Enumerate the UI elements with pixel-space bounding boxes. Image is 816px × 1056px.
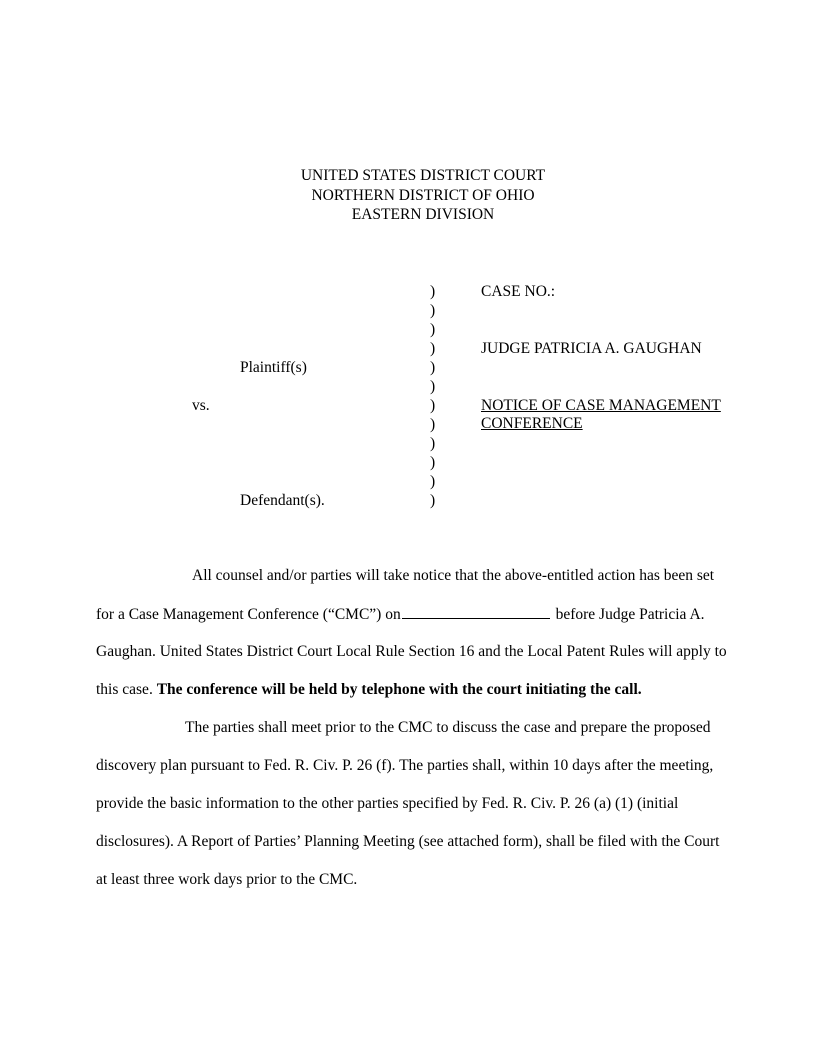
paragraph1-line4	[96, 680, 642, 700]
paragraph1-line2	[96, 604, 705, 625]
paragraph2-line3: provide the basic information to the other parties specified by Fed. R. Civ. P. 26 (a) (1) (initial	[96, 795, 679, 812]
caption-paren: )	[430, 397, 436, 414]
paragraph1-line2-start: for a Case Management Conference (“CMC”) on	[96, 606, 401, 623]
court-district: NORTHERN DISTRICT OF OHIO	[311, 186, 535, 204]
vs-label: vs.	[192, 397, 210, 414]
plaintiff-label: Plaintiff(s)	[240, 359, 307, 376]
notice-title-line2: CONFERENCE	[481, 415, 583, 432]
paragraph2-line5: at least three work days prior to the CMC.	[96, 871, 358, 888]
caption-paren: )	[430, 473, 436, 490]
judge-name: JUDGE PATRICIA A. GAUGHAN	[481, 340, 702, 357]
defendant-label: Defendant(s).	[240, 492, 325, 509]
paragraph1-line4-plain: this case.	[96, 681, 157, 698]
paragraph1-line3: Gaughan. United States District Court Local Rule Section 16 and the Local Patent Rules will apply to	[96, 643, 727, 660]
paragraph2-line1: The parties shall meet prior to the CMC to discuss the case and prepare the proposed	[185, 719, 711, 736]
paragraph2-line4: disclosures). A Report of Parties’ Planning Meeting (see attached form), shall be filed with the Court	[96, 833, 720, 850]
caption-paren: )	[430, 359, 436, 376]
caption-paren: )	[430, 378, 436, 395]
caption-paren: )	[430, 416, 436, 433]
date-blank	[402, 604, 550, 619]
paragraph1-line1: All counsel and/or parties will take notice that the above-entitled action has been set	[192, 567, 715, 584]
telephone-notice: The conference will be held by telephone with the court initiating the call.	[156, 681, 642, 698]
caption-paren: )	[430, 435, 436, 452]
caption-paren: )	[430, 492, 436, 509]
caption-paren: )	[430, 340, 436, 357]
caption-paren: )	[430, 321, 436, 338]
paragraph2-line2: discovery plan pursuant to Fed. R. Civ. P. 26 (f). The parties shall, within 10 days after the meeting,	[96, 757, 714, 774]
court-division: EASTERN DIVISION	[351, 206, 495, 223]
notice-title-line1: NOTICE OF CASE MANAGEMENT	[481, 397, 721, 414]
caption-paren: )	[430, 302, 436, 319]
court-name: UNITED STATES DISTRICT COURT	[300, 167, 546, 184]
caption-paren: )	[430, 454, 436, 471]
caption-paren: )	[430, 283, 436, 300]
case-number-label: CASE NO.:	[481, 283, 556, 300]
paragraph1-line2-end: before Judge Patricia A.	[551, 606, 705, 623]
